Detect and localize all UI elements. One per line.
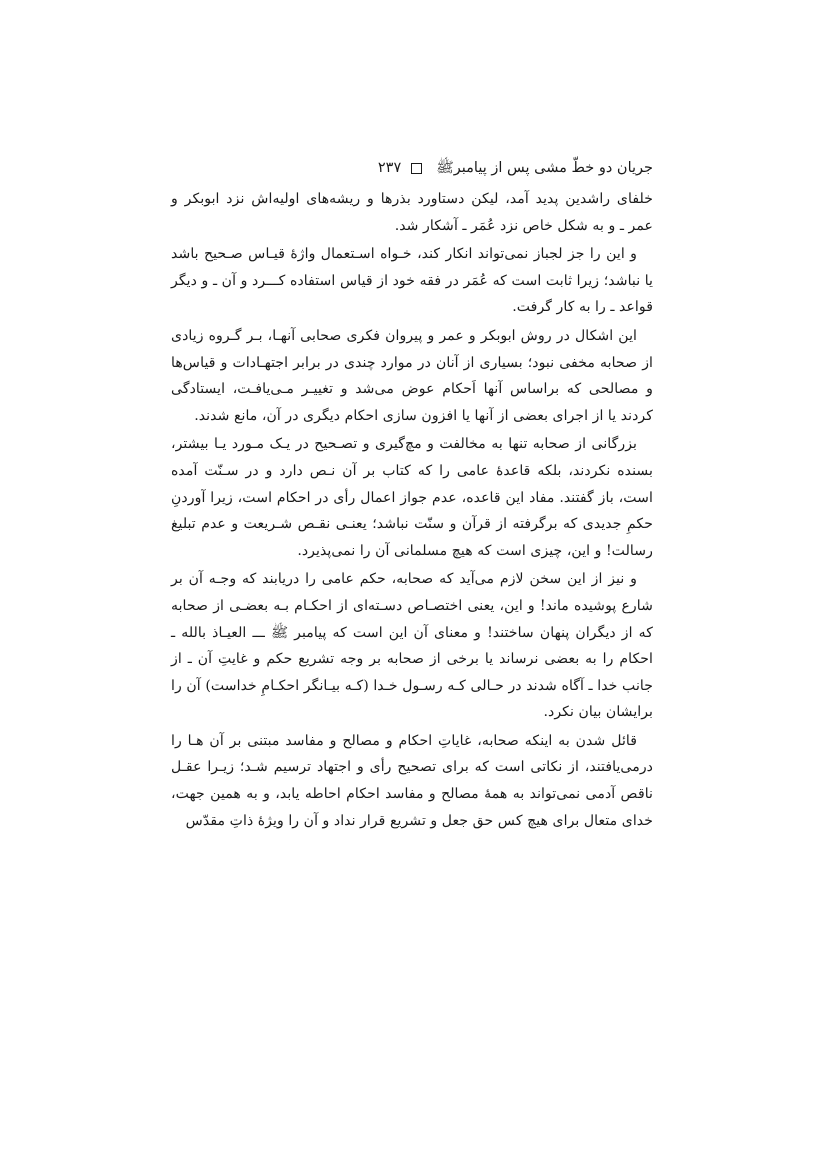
paragraph: قائل شدن به اینکه صحابه، غایاتِ احکام و مصالح و مفاسد مبتنی بر آن هـا را درمی‌یافتند، از نکاتی است که برای تصحیح رأی و اجتهاد ترسیم شـد؛ زیـرا عقـل ناقص آدمی نمی‌تواند به همۀ مصالح و مفاسد احکام احاطه یابد، و به همین جهت، خدای متعال برای هیچ کس حق جعل و تشریع قرار نداد و آن را ویژۀ ذاتِ مقدّس (171, 732, 653, 829)
running-header (171, 150, 653, 186)
square-ornament-icon (411, 163, 422, 174)
paragraph: بزرگانی از صحابه تنها به مخالفت و مچ‌گیری و تصـحیح در یـک مـورد یـا بیشتر، بسنده نکردند، بلکه قاعدۀ عامی را که کتاب بر آن نـص دارد و در سـنّت آمده است، باز گفتند. مفاد این قاعده، عدم جواز اعمال رأی در احکام است، زیرا آوردنِ حکمِ جدیدی که برگرفته از قرآن و سنّت نباشد؛ یعنـی نقـص شـریعت و عدم تبلیغ رسالت! و این، چیزی است که هیچ مسلمانی آن را نمی‌پذیرد. (171, 436, 653, 559)
body-text (171, 186, 653, 834)
book-page (171, 150, 653, 834)
paragraph: این اشکال در روش ابوبکر و عمر و پیروان فکری صحابی آنهـا، بـر گـروه زیادی از صحابه مخفی نبود؛ بسیاری از آنان در موارد چندی در برابر اجتهـادات و قیاس‌ها و مصالحی که براساس آنها اَحکام عوض می‌شد و تغییـر مـی‌یافـت، ایستادگی کردند یا از اجرای بعضی از آنها یا افزون سازی احکام دیگری در آن، مانع شدند. (171, 327, 653, 424)
page-number: ۲۳۷ (377, 160, 402, 176)
paragraph: و این را جز لجباز نمی‌تواند انکار کند، خـواه اسـتعمال واژۀ قیـاس صـحیح باشد یا نباشد؛ زیرا ثابت است که عُمَر در فقه خود از قیاس استفاده کـــرد و آن ـ و دیگر قواعد ـ را به کار گرفت. (171, 246, 653, 316)
paragraph: و نیز از این سخن لازم می‌آید که صحابه، حکم عامی را دریابند که وجـه آن بر شارع پوشیده ماند! و این، یعنی اختصـاص دسـته‌ای از احکـام بـه بعضـی از صحابه که از دیگران پنهان ساختند! و معنای آن این است که پیامبر ﷺ ـــ العیـاذ بالله ـ احکام را به بعضی نرساند یا برخی از صحابه بر وجه تشریع حکم و غایتِ آن ـ از جانب خدا ـ آگاه شدند در حـالی کـه رسـول خـدا (کـه بیـانگر احکـامِ خداست) آن را برایشان بیان نکرد. (171, 571, 653, 721)
paragraph: خلفای راشدین پدید آمد، لیکن دستاورد بذرها و ریشه‌های اولیه‌اش نزد ابوبکر و عمر ـ و به شکل خاص نزد عُمَر ـ آشکار شد. (171, 191, 653, 234)
running-title: جریان دو خطّ مشی پس از پیامبرﷺ (436, 160, 653, 176)
